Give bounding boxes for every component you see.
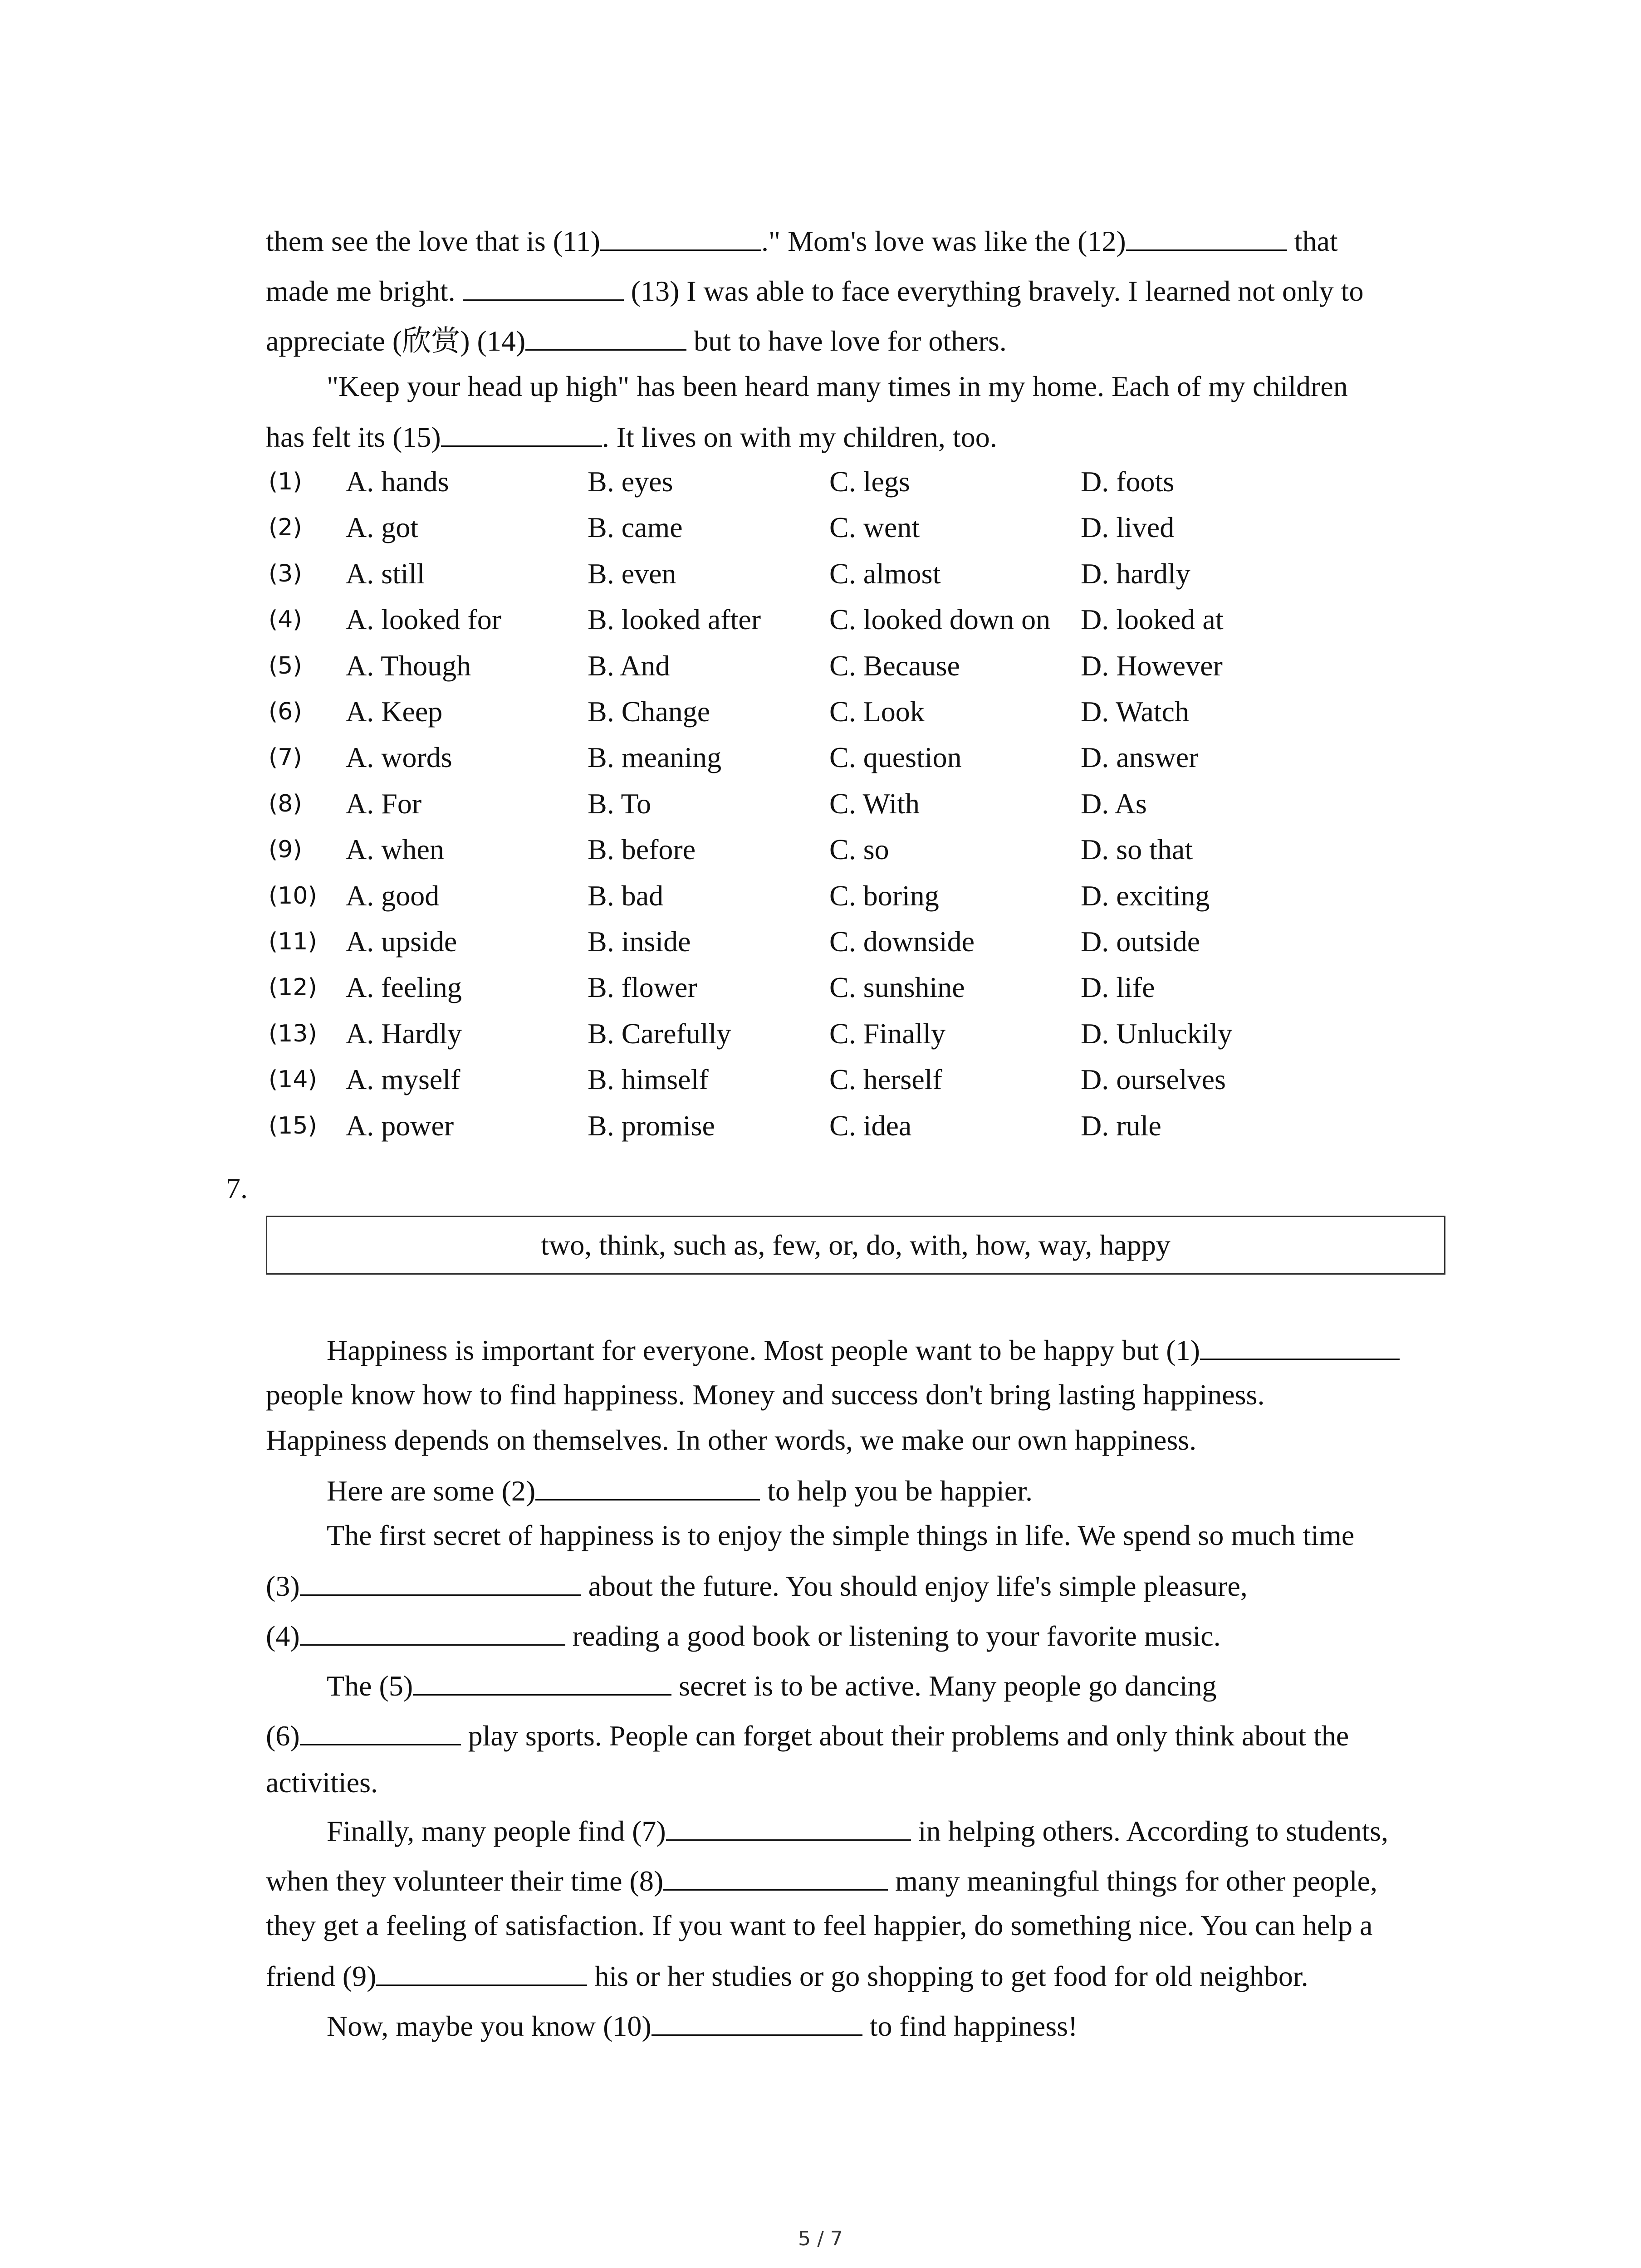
option-d[interactable]: D. lived: [1081, 511, 1175, 543]
q7-line-10: activities.: [266, 1766, 378, 1799]
text: has felt its (15): [266, 421, 441, 453]
text: ." Mom's love was like the (12): [761, 225, 1126, 257]
text: secret is to be active. Many people go dancing: [671, 1670, 1217, 1702]
q7-line-2: people know how to find happiness. Money and success don't bring lasting happiness.: [266, 1378, 1265, 1411]
text: play sports. People can forget about their problems and only think about the: [460, 1720, 1349, 1752]
option-b[interactable]: B. And: [588, 650, 670, 682]
passage-line-3: [266, 322, 1007, 359]
option-d[interactable]: D. However: [1081, 650, 1223, 682]
option-c[interactable]: C. legs: [829, 465, 910, 498]
option-c[interactable]: C. downside: [829, 925, 975, 958]
q7-line-8: [327, 1667, 1217, 1704]
option-d[interactable]: D. foots: [1081, 465, 1175, 498]
option-number: (2): [269, 514, 302, 541]
option-c[interactable]: C. question: [829, 741, 962, 773]
word-bank: two, think, such as, few, or, do, with, how, way, happy: [266, 1216, 1445, 1275]
q7-line-7: [266, 1617, 1221, 1654]
text: made me bright.: [266, 275, 463, 307]
option-a[interactable]: A. For: [346, 787, 422, 820]
option-number: (6): [269, 698, 302, 725]
q7-line-6: [266, 1567, 1248, 1604]
option-d[interactable]: D. life: [1081, 971, 1155, 1003]
page-number: 5 / 7: [798, 2227, 843, 2250]
option-b[interactable]: B. looked after: [588, 603, 761, 635]
option-number: (4): [269, 606, 302, 633]
text: friend (9): [266, 1960, 377, 1992]
passage-line-2: [266, 272, 1363, 309]
option-b[interactable]: B. bad: [588, 880, 664, 912]
option-a[interactable]: A. still: [346, 557, 425, 590]
text: (3): [266, 1570, 300, 1602]
q7-line-12: [266, 1862, 1377, 1899]
option-b[interactable]: B. meaning: [588, 741, 722, 773]
blank-q7-8[interactable]: [663, 1862, 888, 1891]
text: them see the love that is (11): [266, 225, 600, 257]
option-d[interactable]: D. As: [1081, 787, 1147, 820]
option-d[interactable]: D. so that: [1081, 833, 1193, 865]
blank-q7-6[interactable]: [300, 1717, 461, 1745]
option-b[interactable]: B. promise: [588, 1110, 715, 1142]
option-b[interactable]: B. himself: [588, 1063, 709, 1095]
passage-line-4: "Keep your head up high" has been heard many times in my home. Each of my children: [327, 370, 1348, 402]
option-d[interactable]: D. ourselves: [1081, 1063, 1226, 1095]
text: but to have love for others.: [686, 325, 1007, 357]
text: his or her studies or go shopping to get food for old neighbor.: [587, 1960, 1308, 1992]
text: in helping others. According to students,: [911, 1815, 1388, 1847]
option-b[interactable]: B. came: [588, 511, 683, 543]
option-b[interactable]: B. even: [588, 557, 676, 590]
option-b[interactable]: B. before: [588, 833, 696, 865]
text: appreciate (欣赏) (14): [266, 325, 526, 357]
option-d[interactable]: D. outside: [1081, 925, 1200, 958]
option-number: (10): [269, 882, 317, 909]
blank-14[interactable]: [525, 322, 686, 351]
q7-line-1: [327, 1331, 1400, 1369]
option-number: (8): [269, 790, 302, 817]
blank-15[interactable]: [441, 418, 602, 447]
blank-q7-3[interactable]: [300, 1567, 581, 1596]
option-c[interactable]: C. so: [829, 833, 889, 865]
blank-12[interactable]: [1126, 222, 1287, 251]
q7-line-14: [266, 1957, 1308, 1994]
text: many meaningful things for other people,: [888, 1865, 1377, 1897]
q7-line-15: [327, 2007, 1078, 2044]
option-d[interactable]: D. looked at: [1081, 603, 1224, 635]
text: about the future. You should enjoy life's simple pleasure,: [581, 1570, 1248, 1602]
option-b[interactable]: B. Carefully: [588, 1017, 731, 1050]
option-number: (11): [269, 928, 317, 955]
text: The (5): [327, 1670, 413, 1702]
option-b[interactable]: B. flower: [588, 971, 697, 1003]
blank-q7-2[interactable]: [535, 1472, 760, 1501]
text: . It lives on with my children, too.: [602, 421, 997, 453]
blank-q7-10[interactable]: [652, 2007, 862, 2036]
option-number: (14): [269, 1066, 317, 1093]
q7-line-3: Happiness depends on themselves. In other words, we make our own happiness.: [266, 1424, 1197, 1456]
option-number: (5): [269, 652, 302, 679]
blank-13[interactable]: [463, 272, 624, 301]
passage-line-1: [266, 222, 1338, 259]
text: to find happiness!: [862, 2010, 1078, 2042]
option-number: (15): [269, 1112, 317, 1139]
option-c[interactable]: C. herself: [829, 1063, 942, 1095]
option-a[interactable]: A. upside: [346, 925, 457, 958]
option-c[interactable]: C. went: [829, 511, 920, 543]
text: (13) I was able to face everything bravely. I learned not only to: [623, 275, 1364, 307]
option-number: (7): [269, 744, 302, 771]
option-a[interactable]: A. myself: [346, 1063, 460, 1095]
option-c[interactable]: C. almost: [829, 557, 941, 590]
option-d[interactable]: D. hardly: [1081, 557, 1190, 590]
text: reading a good book or listening to your favorite music.: [565, 1620, 1221, 1652]
option-c[interactable]: C. idea: [829, 1110, 912, 1142]
q7-line-11: [327, 1812, 1388, 1849]
passage-line-5: [266, 418, 997, 455]
option-a[interactable]: A. Keep: [346, 695, 443, 728]
option-a[interactable]: A. good: [346, 880, 440, 912]
option-c[interactable]: C. With: [829, 787, 920, 820]
option-d[interactable]: D. Unluckily: [1081, 1017, 1233, 1050]
option-b[interactable]: B. Change: [588, 695, 710, 728]
text: when they volunteer their time (8): [266, 1865, 664, 1897]
q7-line-13: they get a feeling of satisfaction. If you want to feel happier, do something nice. You can help a: [266, 1909, 1373, 1941]
q7-line-4: [327, 1472, 1033, 1509]
text: Finally, many people find (7): [327, 1815, 666, 1847]
blank-q7-5[interactable]: [413, 1667, 671, 1696]
blank-11[interactable]: [600, 222, 761, 251]
option-number: (3): [269, 560, 302, 587]
option-d[interactable]: D. exciting: [1081, 880, 1210, 912]
text: (6): [266, 1720, 300, 1752]
option-number: (12): [269, 974, 317, 1001]
question-number: 7.: [226, 1172, 248, 1204]
option-c[interactable]: C. Look: [829, 695, 925, 728]
option-c[interactable]: C. sunshine: [829, 971, 965, 1003]
option-d[interactable]: D. rule: [1081, 1110, 1161, 1142]
blank-q7-9[interactable]: [376, 1957, 587, 1986]
option-number: (9): [269, 836, 302, 863]
text: to help you be happier.: [760, 1475, 1033, 1507]
text: Here are some (2): [327, 1475, 536, 1507]
option-c[interactable]: C. Finally: [829, 1017, 946, 1050]
option-b[interactable]: B. eyes: [588, 465, 673, 498]
option-a[interactable]: A. got: [346, 511, 418, 543]
text: (4): [266, 1620, 300, 1652]
option-b[interactable]: B. inside: [588, 925, 691, 958]
blank-q7-7[interactable]: [666, 1812, 911, 1841]
option-a[interactable]: A. hands: [346, 465, 449, 498]
option-c[interactable]: C. looked down on: [829, 603, 1051, 635]
option-c[interactable]: C. Because: [829, 650, 960, 682]
q7-line-5: The first secret of happiness is to enjoy the simple things in life. We spend so much time: [327, 1519, 1355, 1551]
option-a[interactable]: A. when: [346, 833, 444, 865]
option-number: (13): [269, 1020, 317, 1047]
option-d[interactable]: D. answer: [1081, 741, 1199, 773]
option-b[interactable]: B. To: [588, 787, 652, 820]
option-d[interactable]: D. Watch: [1081, 695, 1189, 728]
option-c[interactable]: C. boring: [829, 880, 939, 912]
option-a[interactable]: A. Hardly: [346, 1017, 462, 1050]
option-a[interactable]: A. words: [346, 741, 452, 773]
option-a[interactable]: A. power: [346, 1110, 454, 1142]
text: Happiness is important for everyone. Most people want to be happy but (1): [327, 1334, 1200, 1366]
option-a[interactable]: A. Though: [346, 650, 471, 682]
q7-line-9: [266, 1717, 1349, 1754]
option-number: (1): [269, 468, 302, 495]
option-a[interactable]: A. looked for: [346, 603, 502, 635]
blank-q7-1[interactable]: [1200, 1331, 1400, 1360]
text: that: [1287, 225, 1338, 257]
option-a[interactable]: A. feeling: [346, 971, 462, 1003]
blank-q7-4[interactable]: [300, 1617, 565, 1646]
text: Now, maybe you know (10): [327, 2010, 652, 2042]
